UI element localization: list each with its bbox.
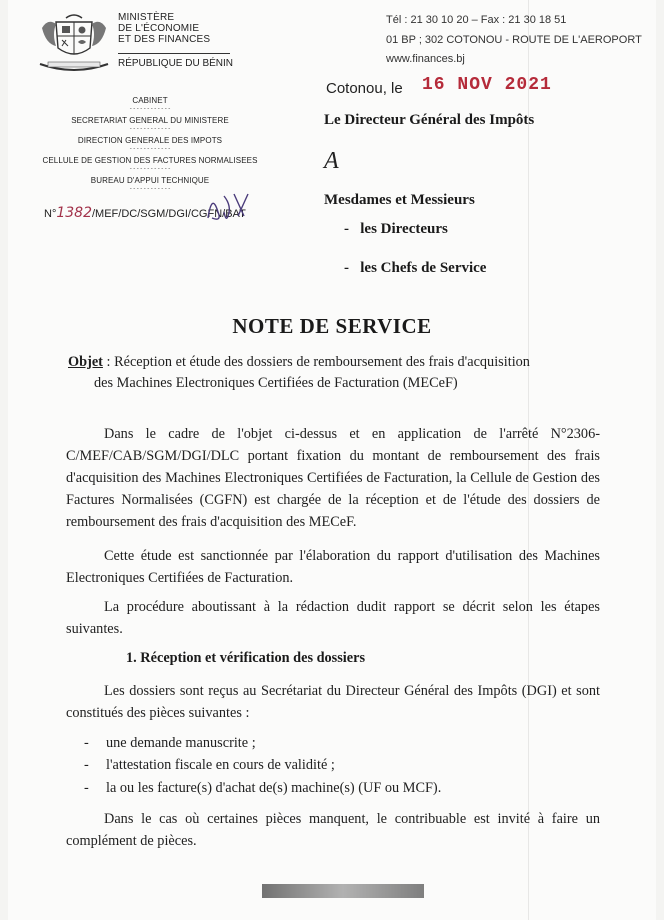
signature-initials [200, 190, 260, 224]
recipient-label: les Chefs de Service [360, 260, 487, 276]
subject-label: Objet [68, 354, 103, 370]
coat-of-arms-emblem [36, 14, 112, 74]
office-secretariat: SECRETARIAT GENERAL DU MINISTERE [71, 116, 229, 125]
divider-dots: - - - - - - - - - - - - [129, 106, 171, 112]
footer-scan-mark [262, 884, 424, 898]
ministry-name-line-2: DE L'ÉCONOMIE [118, 23, 200, 34]
ref-suffix: MEF/DC/SGM/DGI/CGFN/BAT [95, 208, 246, 220]
recipient-item: - les Chefs de Service [344, 260, 487, 276]
date-label: Cotonou, le [326, 80, 403, 97]
recipient-label: les Directeurs [360, 221, 448, 237]
recipients-title: Mesdames et Messieurs [324, 192, 475, 208]
ministry-name-line-1: MINISTÈRE [118, 12, 175, 23]
list-item: - l'attestation fiscale en cours de validité ; [84, 757, 335, 773]
subject-line-2: des Machines Electroniques Certifiées de Facturation (MECeF) [94, 375, 458, 391]
reference-number: N°1382/MEF/DC/SGM/DGI/CGFN/BAT [44, 205, 246, 221]
divider-dots: - - - - - - - - - - - - [129, 146, 171, 152]
ministry-name-line-3: ET DES FINANCES [118, 34, 211, 45]
paragraph-1: Dans le cadre de l'objet ci-dessus et en application de l'arrêté N°2306-C/MEF/CAB/SGM/DGI/DLC portant fixation du montant de remboursement des frais d'acquisition des Machines Electroniques Certifiées de Facturation, la Cellule de Gestion des Factures Normalisées (CGFN) est chargée de la réception et de l'étude des dossiers de remboursement des frais d'acquisition des MECeF. [66, 426, 600, 530]
to-mark: A [324, 148, 339, 174]
section-intro: Les dossiers sont reçus au Secrétariat du Directeur Général des Impôts (DGI) et sont constitués des pièces suivantes : [66, 683, 600, 721]
date-stamp: 16 NOV 2021 [422, 75, 552, 95]
office-cellule: CELLULE DE GESTION DES FACTURES NORMALISEES [42, 156, 258, 165]
document-title: NOTE DE SERVICE [232, 314, 432, 338]
ref-handwritten-number: 1382 [56, 205, 92, 221]
office-bureau: BUREAU D'APPUI TECHNIQUE [90, 176, 210, 185]
list-item-text: la ou les facture(s) d'achat de(s) machine(s) (UF ou MCF). [106, 780, 442, 796]
document-page [8, 0, 656, 920]
scan-fold-line [528, 0, 529, 920]
office-cabinet: CABINET [132, 96, 168, 105]
recipient-item: - les Directeurs [344, 221, 448, 237]
paragraph-2: Cette étude est sanctionnée par l'élaboration du rapport d'utilisation des Machines Electroniques Certifiées de Facturation. [66, 548, 600, 586]
paragraph-3: La procédure aboutissant à la rédaction dudit rapport se décrit selon les étapes suivantes. [66, 599, 600, 637]
contact-address: 01 BP ; 302 COTONOU - ROUTE DE L'AEROPORT [386, 34, 642, 46]
divider-dots: - - - - - - - - - - - - [129, 186, 171, 192]
ref-prefix: N° [44, 208, 57, 220]
list-item-text: l'attestation fiscale en cours de validité ; [106, 757, 335, 773]
sender-title: Le Directeur Général des Impôts [324, 112, 535, 128]
section-heading: 1. Réception et vérification des dossiers [126, 650, 366, 666]
subject-block: Objet : Réception et étude des dossiers de remboursement des frais d'acquisition des Machines Electroniques Certifiées de Facturation (MECeF) [68, 354, 530, 391]
subject-line-1: Réception et étude des dossiers de remboursement des frais d'acquisition [114, 354, 530, 370]
divider-dots: - - - - - - - - - - - - [129, 126, 171, 132]
closing-paragraph: Dans le cas où certaines pièces manquent, le contribuable est invité à faire un complément de pièces. [66, 811, 600, 849]
republic-name: RÉPUBLIQUE DU BÉNIN [118, 58, 234, 69]
office-direction: DIRECTION GENERALE DES IMPOTS [77, 136, 223, 145]
contact-website: www.finances.bj [386, 53, 465, 65]
list-item-text: une demande manuscrite ; [106, 735, 256, 751]
list-item: - la ou les facture(s) d'achat de(s) machine(s) (UF ou MCF). [84, 780, 442, 796]
list-item: - une demande manuscrite ; [84, 735, 256, 751]
contact-phone: Tél : 21 30 10 20 – Fax : 21 30 18 51 [386, 14, 567, 26]
ministry-divider [118, 53, 230, 54]
divider-dots: - - - - - - - - - - - - [129, 166, 171, 172]
